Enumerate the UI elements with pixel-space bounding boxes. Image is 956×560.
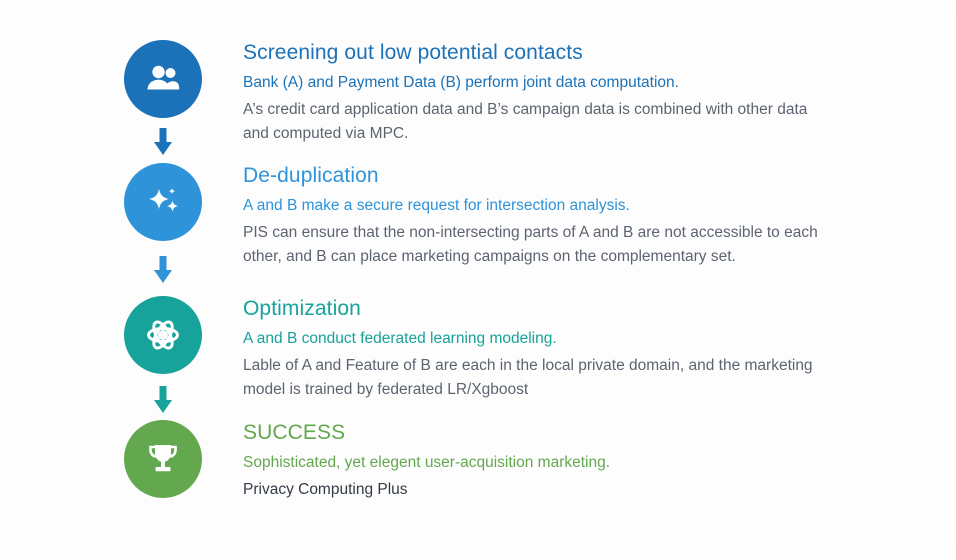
- step-subheading-2: A and B make a secure request for intersection analysis.: [243, 197, 630, 214]
- atom-icon: [142, 314, 184, 356]
- step-text-1: [243, 40, 843, 146]
- step-subheading-3: A and B conduct federated learning modeling.: [243, 330, 557, 347]
- step-body-3: Lable of A and Feature of B are each in the local private domain, and the marketing model is trained by federated LR/Xgboost: [243, 357, 813, 398]
- step-text-4: [243, 420, 843, 502]
- step-badge-1: [124, 40, 202, 118]
- step-item-optimization: [124, 296, 843, 402]
- step-badge-4: [124, 420, 202, 498]
- step-body-1: A’s credit card application data and B’s campaign data is combined with other data and computed via MPC.: [243, 101, 808, 142]
- step-item-success: [124, 420, 843, 502]
- step-heading-2: De-duplication: [243, 164, 379, 187]
- arrow-down-icon-2: [152, 256, 174, 286]
- step-heading-4: SUCCESS: [243, 421, 346, 444]
- step-text-3: [243, 296, 843, 402]
- step-text-2: [243, 163, 843, 269]
- step-item-deduplication: [124, 163, 843, 269]
- people-icon: [143, 59, 183, 99]
- step-body-2: PIS can ensure that the non-intersecting parts of A and B are not accessible to each other, and B can place marketing campaigns on the complementary set.: [243, 224, 818, 265]
- step-badge-3: [124, 296, 202, 374]
- arrow-down-icon-3: [152, 386, 174, 416]
- step-item-screening: [124, 40, 843, 146]
- step-badge-2: [124, 163, 202, 241]
- step-subheading-1: Bank (A) and Payment Data (B) perform joint data computation.: [243, 74, 679, 91]
- arrow-down-icon-1: [152, 128, 174, 158]
- step-body-4: Privacy Computing Plus: [243, 481, 408, 498]
- sparkles-icon: [143, 182, 183, 222]
- trophy-icon: [143, 439, 183, 479]
- step-heading-1: Screening out low potential contacts: [243, 41, 583, 64]
- step-heading-3: Optimization: [243, 297, 361, 320]
- step-subheading-4: Sophisticated, yet elegent user-acquisition marketing.: [243, 454, 611, 471]
